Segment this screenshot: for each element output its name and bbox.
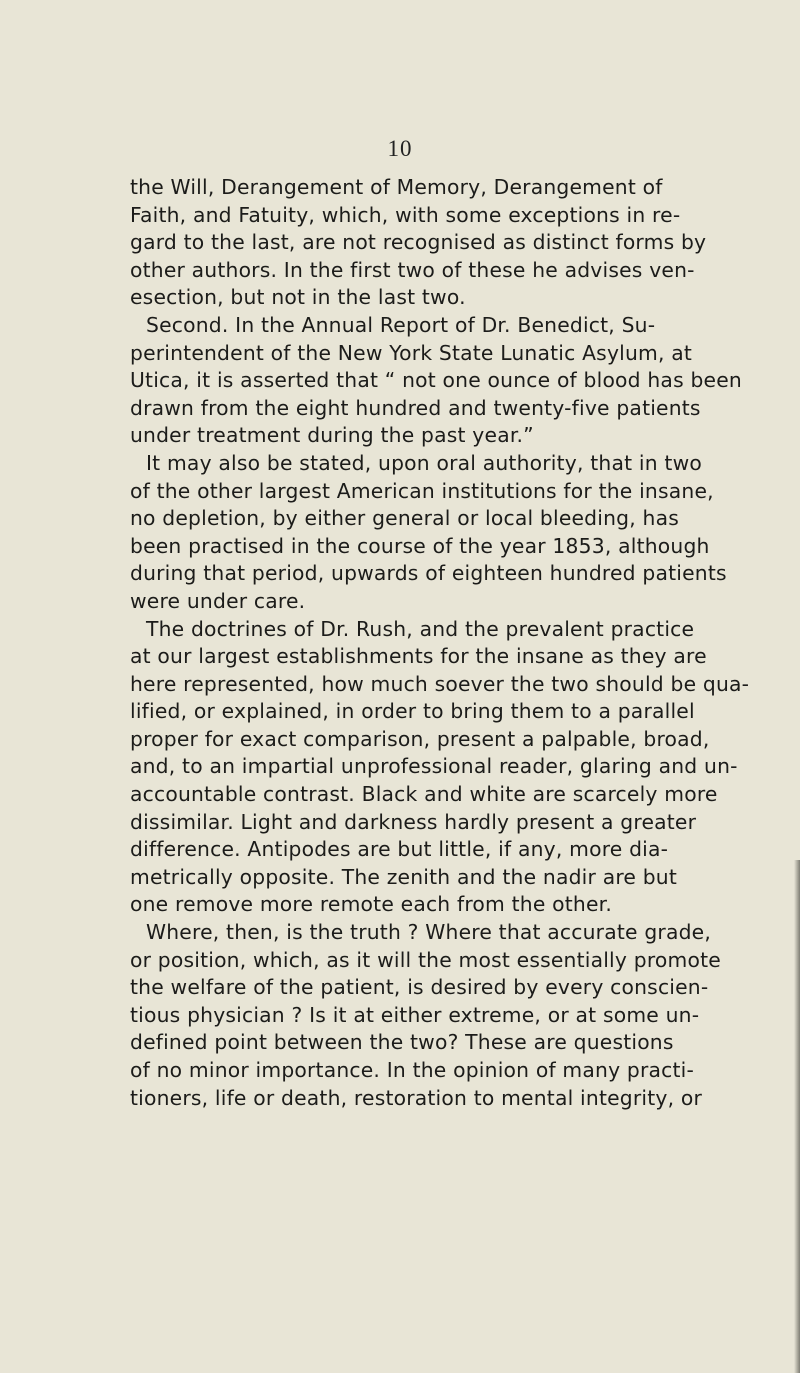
text-line: metrically opposite. The zenith and the nadir are but (130, 864, 678, 889)
text-line: Utica, it is asserted that “ not one ounce of blood has been (130, 368, 742, 393)
text-line: Where, then, is the truth ? Where that accurate grade, (146, 920, 711, 945)
text-line: proper for exact comparison, present a palpable, broad, (130, 726, 710, 751)
text-line: Faith, and Fatuity, which, with some exceptions in re- (130, 202, 681, 227)
text-line: accountable contrast. Black and white are scarcely more (130, 782, 718, 807)
text-line: The doctrines of Dr. Rush, and the prevalent practice (146, 616, 695, 641)
text-line: the welfare of the patient, is desired by every conscien- (130, 975, 709, 1000)
text-line: dissimilar. Light and darkness hardly present a greater (130, 809, 697, 834)
text-line: Second. In the Annual Report of Dr. Benedict, Su- (146, 312, 656, 337)
text-line: and, to an impartial unprofessional reader, glaring and un- (130, 754, 738, 779)
text-line: of no minor importance. In the opinion of many practi- (130, 1058, 695, 1082)
text-line: lified, or explained, in order to bring them to a parallel (130, 699, 695, 724)
text-line: at our largest establishments for the insane as they are (130, 644, 707, 669)
text-line: perintendent of the New York State Lunatic Asylum, at (130, 340, 693, 365)
body-text (130, 174, 790, 1112)
text-line: drawn from the eight hundred and twenty-five patients (130, 395, 701, 420)
text-line: esection, but not in the last two. (130, 285, 466, 310)
text-line: under treatment during the past year.” (130, 423, 534, 448)
text-line: tious physician ? Is it at either extreme, or at some un- (130, 1002, 700, 1027)
text-line: during that period, upwards of eighteen hundred patients (130, 561, 727, 586)
text-line: other authors. In the first two of these he advises ven- (130, 257, 695, 282)
page-edge-shadow (794, 860, 800, 1373)
page-number: 10 (387, 136, 413, 161)
text-line: defined point between the two? These are questions (130, 1030, 674, 1055)
text-line: one remove more remote each from the other. (130, 892, 612, 917)
text-line: tioners, life or death, restoration to mental integrity, or (130, 1085, 703, 1110)
text-line: the Will, Derangement of Memory, Derangement of (130, 175, 663, 199)
text-line: here represented, how much soever the two should be qua- (130, 671, 750, 696)
text-line: been practised in the course of the year 1853, although (130, 533, 710, 558)
text-line: difference. Antipodes are but little, if any, more dia- (130, 837, 669, 862)
text-line: It may also be stated, upon oral authority, that in two (146, 450, 702, 475)
text-line: no depletion, by either general or local bleeding, has (130, 506, 679, 531)
text-line: were under care. (130, 588, 306, 613)
text-line: or position, which, as it will the most essentially promote (130, 947, 721, 972)
text-line: of the other largest American institutions for the insane, (130, 478, 714, 503)
text-line: gard to the last, are not recognised as distinct forms by (130, 230, 707, 255)
